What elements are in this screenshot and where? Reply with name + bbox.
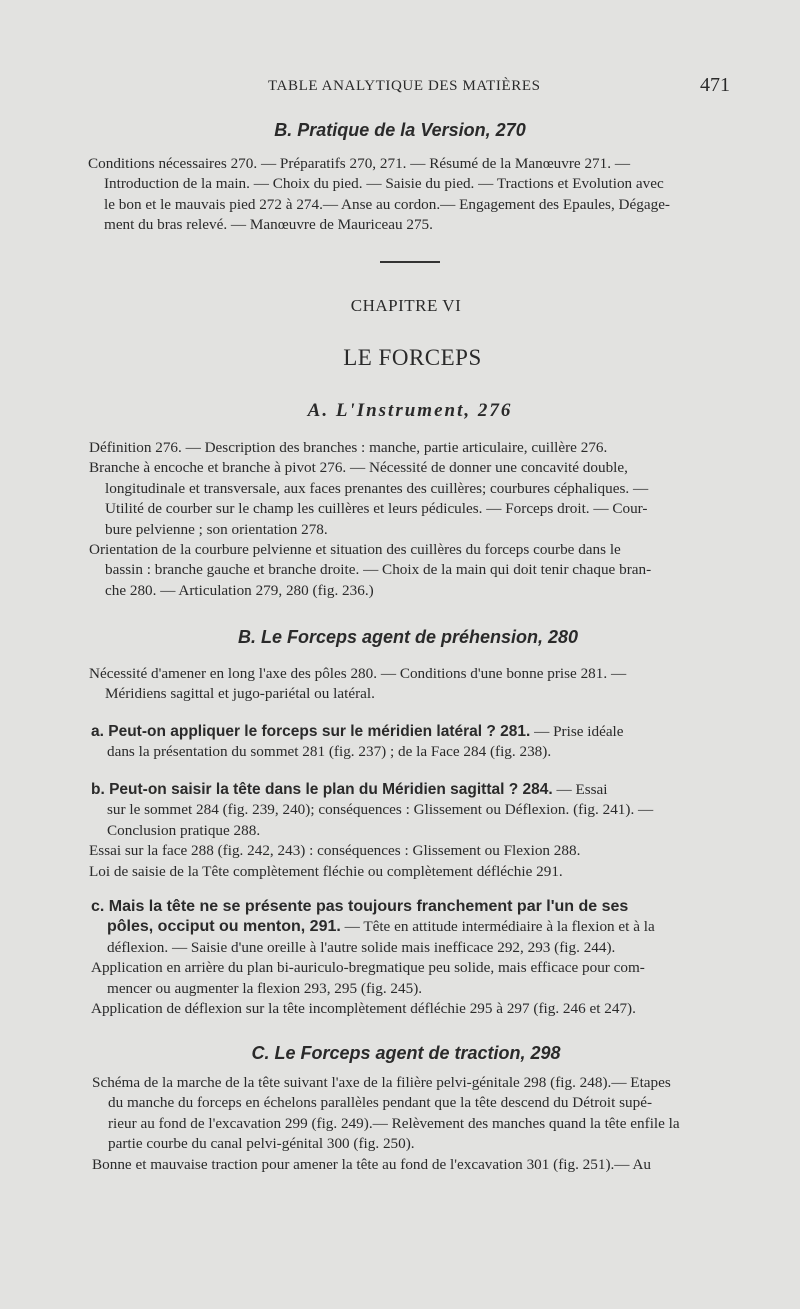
section-heading-traction: C. Le Forceps agent de traction, 298	[251, 1043, 561, 1063]
text-line: du manche du forceps en échelons parallèles pendant que la tête descend du Détroit supé-	[108, 1094, 653, 1112]
text-line: Conclusion pratique 288.	[107, 821, 261, 839]
paragraph-version	[88, 154, 746, 236]
text-line: Branche à encoche et branche à pivot 276. — Nécessité de donner une concavité double,	[89, 459, 628, 477]
text-line: Conditions nécessaires 270. — Préparatifs 270, 271. — Résumé de la Manœuvre 271. —	[88, 155, 631, 172]
item-lead: pôles, occiput ou menton, 291.	[107, 918, 341, 936]
item-c-intermediate	[91, 897, 744, 1019]
text-line: Méridiens sagittal et jugo-pariétal ou latéral.	[105, 685, 375, 703]
item-a-lateral-meridian	[91, 722, 744, 763]
text-line: Bonne et mauvaise traction pour amener la tête au fond de l'excavation 301 (fig. 251).— Au	[92, 1155, 652, 1173]
text-fragment: — Prise idéale	[534, 723, 624, 740]
text-line: Application en arrière du plan bi-auriculo-bregmatique peu solide, mais efficace pour com-	[91, 959, 645, 977]
text-fragment: — Tête en attitude intermédiaire à la flexion et à la	[344, 918, 655, 936]
paragraph-prehension-intro	[89, 664, 744, 705]
item-lead: a. Peut-on appliquer le forceps sur le méridien latéral ? 281.	[91, 723, 531, 740]
text-line: longitudinale et transversale, aux faces prenantes des cuillères; courbures céphaliques. —	[105, 479, 649, 497]
text-line: Loi de saisie de la Tête complètement fléchie ou complètement défléchie 291.	[89, 862, 563, 880]
paragraph-instrument	[89, 438, 744, 601]
running-head-title: TABLE ANALYTIQUE DES MATIÈRES	[268, 78, 541, 94]
text-line: Application de déflexion sur la tête incomplètement défléchie 295 à 297 (fig. 246 et 247).	[91, 1000, 636, 1018]
chapter-title: LE FORCEPS	[343, 345, 482, 370]
paragraph-traction	[92, 1073, 744, 1175]
text-line: Nécessité d'amener en long l'axe des pôles 280. — Conditions d'une bonne prise 281. —	[89, 665, 627, 682]
text-line: Essai sur la face 288 (fig. 242, 243) : conséquences : Glissement ou Flexion 288.	[89, 842, 581, 860]
text-line: Définition 276. — Description des branches : manche, partie articulaire, cuillère 276.	[89, 439, 608, 456]
page-number: 471	[700, 74, 730, 96]
chapter-label: CHAPITRE VI	[350, 296, 462, 315]
text-line: le bon et le mauvais pied 272 à 274.— Anse au cordon.— Engagement des Epaules, Dégage-	[104, 195, 670, 213]
text-line: Orientation de la courbure pelvienne et situation des cuillères du forceps courbe dans le	[89, 541, 621, 559]
text-line: che 280. — Articulation 279, 280 (fig. 236.)	[105, 581, 374, 599]
text-line: bassin : branche gauche et branche droite. — Choix de la main qui doit tenir chaque bran-	[105, 561, 652, 579]
text-line: Schéma de la marche de la tête suivant l'axe de la filière pelvi-génitale 298 (fig. 248).— Etapes	[92, 1074, 671, 1091]
text-line: mencer ou augmenter la flexion 293, 295 (fig. 245).	[107, 979, 423, 997]
item-b-sagittal-meridian	[91, 780, 744, 882]
text-line: dans la présentation du sommet 281 (fig. 237) ; de la Face 284 (fig. 238).	[107, 743, 552, 761]
section-divider	[380, 261, 440, 263]
item-lead: c. Mais la tête ne se présente pas toujours franchement par l'un de ses	[91, 898, 629, 915]
text-line: ment du bras relevé. — Manœuvre de Mauriceau 275.	[104, 216, 433, 234]
section-heading-instrument: A. L'Instrument, 276	[307, 400, 513, 421]
section-heading-prehension: B. Le Forceps agent de préhension, 280	[237, 627, 579, 647]
text-fragment: — Essai	[556, 781, 608, 798]
item-lead: b. Peut-on saisir la tête dans le plan du Méridien sagittal ? 284.	[91, 781, 553, 798]
text-line: déflexion. — Saisie d'une oreille à l'autre solide mais inefficace 292, 293 (fig. 244).	[107, 938, 616, 956]
text-line: rieur au fond de l'excavation 299 (fig. 249).— Relèvement des manches quand la tête enfile la	[108, 1114, 680, 1132]
text-line: bure pelvienne ; son orientation 278.	[105, 520, 328, 538]
text-line: Utilité de courber sur le champ les cuillères et leurs pédicules. — Forceps droit. — Cour-	[105, 500, 648, 518]
text-line: sur le sommet 284 (fig. 239, 240); conséquences : Glissement ou Déflexion. (fig. 241). —	[107, 801, 654, 819]
text-line: partie courbe du canal pelvi-génital 300 (fig. 250).	[108, 1135, 415, 1153]
section-heading-version: B. Pratique de la Version, 270	[274, 120, 526, 140]
text-line: Introduction de la main. — Choix du pied. — Saisie du pied. — Tractions et Evolution avec	[104, 175, 664, 193]
